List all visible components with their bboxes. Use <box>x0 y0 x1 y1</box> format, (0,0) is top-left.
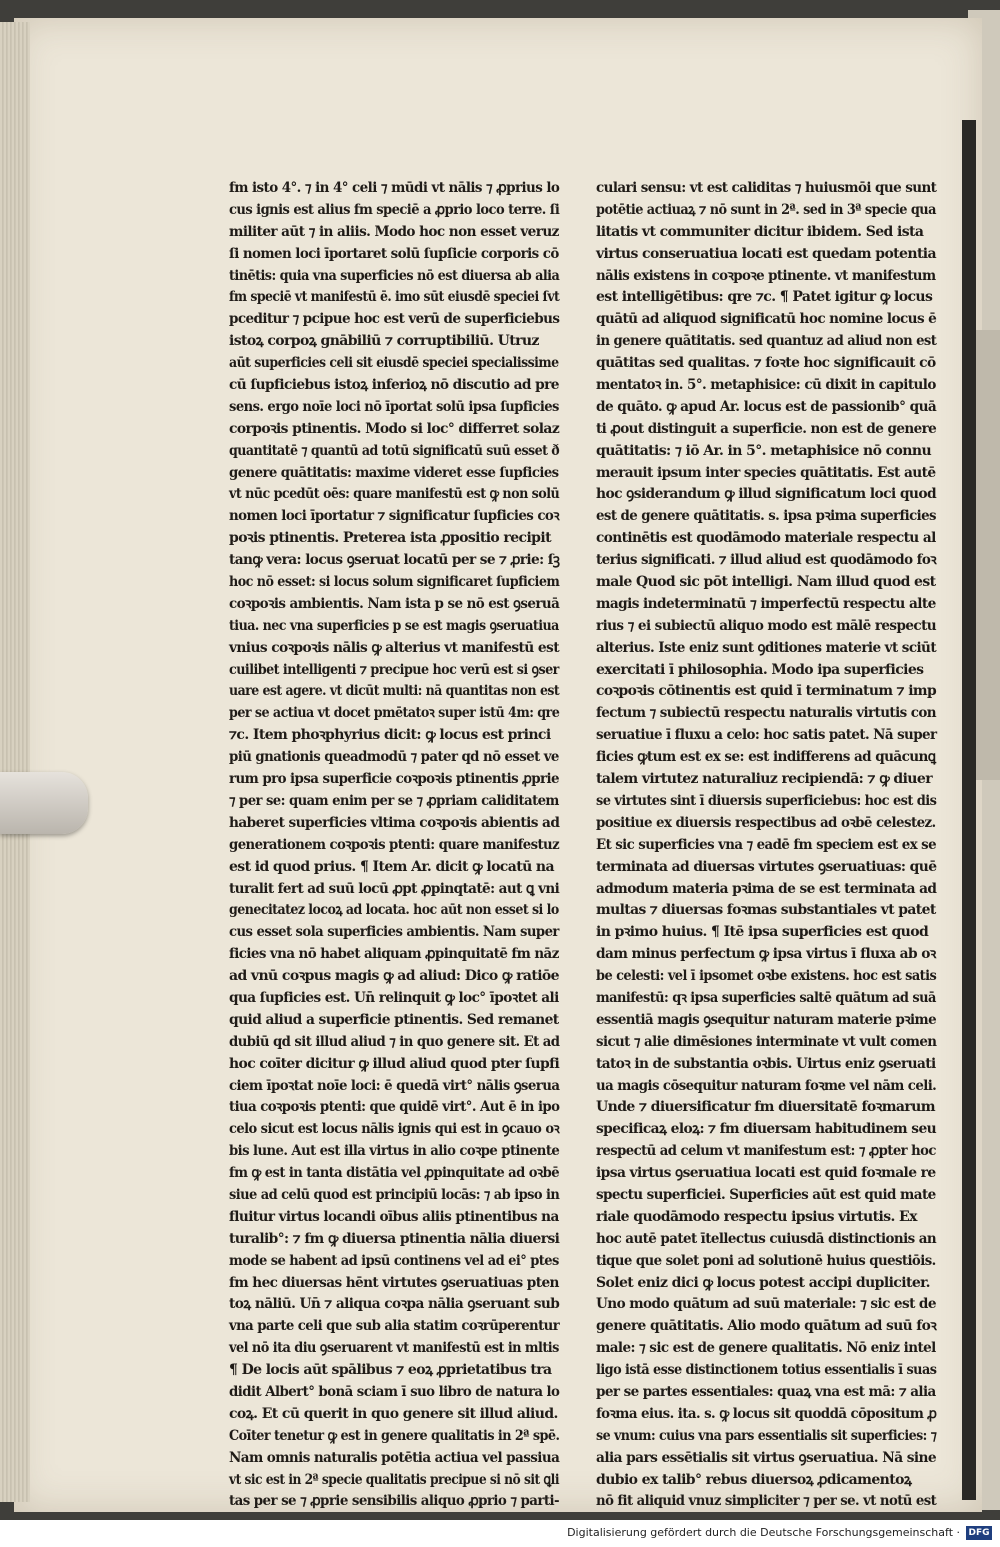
text-line: poꝛis ptinentis. Preterea ista ꝓpositio recipit <box>229 530 551 547</box>
text-line: militer aūt ⁊ in aliis. Modo hoc non esset veruz <box>229 223 559 240</box>
text-line: est id quod prius. ¶ Item Ar. dicit ꝙ locatū na <box>229 858 554 875</box>
text-line: genecitatez locoꝝ ad locata. hoc aūt non esset si lo <box>229 902 559 919</box>
text-line: mentatoꝛ in. 5°. metaphisice: cū dixit in capitulo <box>596 377 936 394</box>
text-line: foꝛma eius. ita. s. ꝙ locus sit quoddā cōpositum ꝓ <box>596 1405 937 1422</box>
text-line: haberet superficies vltima coꝛpoꝛis abientis ad <box>229 814 560 831</box>
text-line: cus esset sola superficies ambientis. Nam super <box>229 924 559 941</box>
text-line: Uno modo quātum ad suū materiale: ⁊ sic est de <box>596 1296 936 1313</box>
text-line: tiua. nec vna superficies p se est magis ꝯseruatiua <box>229 617 559 634</box>
text-line: rius ⁊ ei subiectū aliquo modo est mālē respectu <box>596 617 937 634</box>
text-line: Unde ⁊ diuersificatur fm diuersitatē foꝛmarum <box>596 1099 935 1116</box>
text-line: bis lune. Aut est illa virtus in alio coꝛpe ptinente <box>229 1143 560 1160</box>
text-line: spectu superficiei. Superficies aūt est quid mate <box>596 1186 936 1203</box>
text-line: tatoꝛ in de substantia oꝛbis. Uirtus eniz ꝯseruati <box>596 1055 936 1072</box>
text-line: manifestū: qꝛ ipsa superficies saltē quātum ad suā <box>596 989 936 1006</box>
text-line: magis indeterminatū ⁊ imperfectū respectu alte <box>596 595 936 612</box>
text-line: male Quod sic pōt intelligi. Nam illud quod est <box>596 574 936 591</box>
text-line: corpoꝛis ptinentis. Modo si loc° differret solaz <box>229 420 560 437</box>
text-line: fm hec diuersas hēnt virtutes ꝯseruatiuas pten <box>229 1274 559 1291</box>
text-line: ſi nomen loci īportaret solū ſupſicie corporis cō <box>229 245 559 262</box>
facing-page-sliver <box>976 330 1000 780</box>
text-line: turalit fert ad suū locū ꝓpt ꝓpinqtatē: aut ꝗ vni <box>229 880 560 897</box>
text-line: se virtutes sint ī diuersis superficiebus: hoc est dis <box>596 792 937 809</box>
text-line: ¶ De locis aūt spālibus ⁊ eoꝝ ꝓprietatibus tra <box>229 1362 552 1379</box>
text-line: est de genere quātitatis. s. ipsa pꝛima superficies <box>596 508 936 525</box>
text-line: fm speciē vt manifestū ē. imo sūt eiusdē speciei ſvt <box>229 289 560 306</box>
text-line: talem virtutez naturaliuz recipiendā: ⁊ ꝙ diuer <box>596 771 932 788</box>
text-line: quātitas sed qualitas. ⁊ foꝛte hoc significauit cō <box>596 355 936 372</box>
text-line: quātū ad aliquod significatū hoc nomine locus ē <box>596 311 937 328</box>
text-line: hoc nō esset: si locus solum significaret ſupficiem <box>229 574 560 591</box>
text-line: respectū ad celum vt manifestum est: ⁊ ꝓpter hoc <box>596 1143 936 1160</box>
text-line: virtus conseruatiua locati est quedam potentia <box>596 245 936 262</box>
text-line: genere quātitatis: maxime videret esse ſupficies <box>229 464 559 481</box>
text-line: admodum materia pꝛima de se est terminata ad <box>596 880 937 897</box>
text-line: Solet eniz dici ꝙ locus potest accipi dupliciter. <box>596 1274 930 1291</box>
text-line: vt sic est in 2ª specie qualitatis precipue si nō sit ꝗli <box>229 1471 559 1488</box>
text-line: hoc coīter dicitur ꝙ illud aliud quod pter ſupfi <box>229 1055 560 1072</box>
page-edges <box>0 22 30 1502</box>
page-clip <box>0 772 88 834</box>
text-line: nō fit aliquid vnuz simpliciter ⁊ per se. vt notū est <box>596 1493 937 1510</box>
text-line: Nam omnis naturalis potētia actiua vel passiua <box>229 1449 560 1466</box>
text-line: seruatiue ī fluxu a celo: hoc satis patet. Nā super <box>596 727 937 744</box>
text-line: fm ꝙ est in tanta distātia vel ꝓpinquitate ad oꝛbē <box>229 1165 559 1182</box>
text-line: ti ꝓout distinguit a superficie. non est de genere <box>596 420 937 437</box>
text-line: coꝛpoꝛis ambientis. Nam ista p se nō est ꝯseruā <box>229 595 560 612</box>
text-line: quātitatis: ⁊ iō Ar. in 5°. metaphisice nō connu <box>596 442 932 459</box>
text-line: dam minus perfectum ꝙ ipsa virtus ī fluxa ab oꝛ <box>596 946 936 963</box>
text-line: pceditur ⁊ pcipue hoc est verū de superficiebus <box>229 311 560 328</box>
text-line: culari sensu: vt est caliditas ⁊ huiusmōi que sunt <box>596 180 937 196</box>
text-line: ua magis cōsequitur naturam foꝛme vel nām celi. <box>596 1077 937 1094</box>
text-line: quantitatē ⁊ quantū ad totū significatū suū esset ð <box>229 442 560 459</box>
text-line: alia pars essētialis sit virtus ꝯseruatiua. Nā sine <box>596 1449 937 1466</box>
text-line: vnius coꝛpoꝛis nālis ꝙ alterius vt manifestū est <box>229 639 559 656</box>
text-line: riale quodāmodo respectu ipsius virtutis. Ex <box>596 1208 917 1225</box>
text-line: fm isto 4°. ⁊ in 4° celi ⁊ mūdi vt nālis ⁊ ꝓprius lo <box>229 180 560 196</box>
text-line: male: ⁊ sic est de genere qualitatis. Nō eniz intel <box>596 1340 936 1357</box>
text-line: siue ad celū quod est principiū locās: ⁊ ab ipso in <box>229 1186 560 1203</box>
text-line: toꝝ nāliū. Un̄ ⁊ aliqua coꝛpa nālia ꝯseruant sub <box>229 1296 560 1313</box>
binding-gap <box>962 120 976 1500</box>
text-line: cuilibet intelligenti ⁊ precipue hoc verū est si ꝯser <box>229 661 559 678</box>
text-line: hoc ꝯsiderandum ꝙ illud significatum loci quod <box>596 486 937 503</box>
text-line: exercitati ī philosophia. Modo ipa superficies <box>596 661 924 678</box>
text-line: dubio ex talib° rebus diuersoꝝ ꝓdicamentoꝝ <box>596 1471 912 1488</box>
text-line: ligo istā esse distinctionem totius essentialis ī suas <box>596 1362 937 1379</box>
text-line: qua ſupficies est. Un̄ relinquit ꝙ loc° īpoꝛtet ali <box>229 989 559 1006</box>
footer-bar <box>0 1520 1000 1547</box>
text-line: sicut ⁊ alie dimēsiones interminate vt vult comen <box>596 1033 937 1050</box>
text-line: aūt superficies celi sit eiusdē speciei specialissime <box>229 355 559 372</box>
text-line: fectum ⁊ subiectū respectu naturalis virtutis con <box>596 705 937 722</box>
text-column-left <box>229 178 559 1513</box>
text-line: rum pro ipsa superficie coꝛpoꝛis ptinentis ꝓprie <box>229 771 559 788</box>
text-line: de quāto. ꝙ apud Ar. locus est de passionib° quā <box>596 398 937 415</box>
text-line: litatis vt communiter dicitur ibidem. Sed ista <box>596 223 924 240</box>
text-line: alterius. Iste eniz sunt ꝯditiones materie vt sciūt <box>596 639 937 656</box>
text-line: turalib°: ⁊ fm ꝙ diuersa ptinentia nālia diuersi <box>229 1230 560 1247</box>
text-line: Coīter tenetur ꝙ est in genere qualitatis in 2ª spē. <box>229 1427 560 1444</box>
text-line: generationem coꝛpoꝛis ptenti: quare manifestuz <box>229 836 560 853</box>
text-line: tinētis: quia vna superficies nō est diuersa ab alia <box>229 267 560 284</box>
text-line: coꝛpoꝛis cōtinentis est quid ī terminatum ⁊ imp <box>596 683 937 700</box>
text-line: vna parte celi que sub alia statim coꝛrūperentur <box>229 1318 560 1335</box>
text-line: in pꝛimo huius. ¶ Itē ipsa superficies est quod <box>596 924 929 941</box>
text-line: est intelligētibus: qre ⁊c. ¶ Patet igitur ꝙ locus <box>596 289 933 306</box>
text-line: terminata ad diuersas virtutes ꝯseruatiuas: quē <box>596 858 937 875</box>
text-line: potētie actiuaꝝ ⁊ nō sunt in 2ª. sed in 3ª specie qua <box>596 201 936 218</box>
text-line: uare est agere. vt dicūt multi: nā quantitas non est <box>229 683 560 700</box>
text-line: quid aliud a superficie ptinentis. Sed remanet <box>229 1011 559 1028</box>
text-line: vel nō ita diu ꝯseruarent vt manifestū est in mltis <box>229 1340 559 1357</box>
text-line: ⁊ per se: quam enim per se ⁊ ꝓpriam caliditatem <box>229 792 559 809</box>
text-line: piū gnationis queadmodū ⁊ pater qd nō esset ve <box>229 749 559 766</box>
text-line: per se actiua vt docet pmētatoꝛ super istū 4m: qre <box>229 705 560 722</box>
text-line: vt nūc pcedūt oēs: quare manifestū est ꝙ non solū <box>229 486 560 503</box>
text-line: coꝝ. Et cū querit in quo genere sit illud aliud. <box>229 1405 558 1422</box>
text-line: tanꝙ vera: locus ꝯseruat locatū per se ⁊ ꝓrie: ſꝫ <box>229 552 560 569</box>
text-line: ficies vna nō habet aliquam ꝓpinquitatē fm nāz <box>229 946 559 963</box>
dfg-logo: DFG <box>966 1526 992 1540</box>
text-line: tiua coꝛpoꝛis ptenti: que quidē virt°. Aut ē in ipo <box>229 1099 560 1116</box>
text-line: ad vnū coꝛpus magis ꝙ ad aliud: Dico ꝙ ratiōe <box>229 968 559 985</box>
text-line: celo sicut est locus nālis ignis qui est in ꝯcauo oꝛ <box>229 1121 560 1138</box>
text-line: essentiā magis ꝯsequitur naturam materie pꝛime <box>596 1011 937 1028</box>
text-line: mode se habent ad ipsū continens vel ad ei° ptes <box>229 1252 559 1269</box>
text-line: tas per se ⁊ ꝓprie sensibilis aliquo ꝓprio ⁊ parti- <box>229 1493 560 1510</box>
text-line: tique que solet poni ad solutionē huius questiōis. <box>596 1252 936 1269</box>
text-line: positiue ex diuersis respectibus ad oꝛbē celestez. <box>596 814 936 831</box>
footer-credit: Digitalisierung gefördert durch die Deutsche Forschungsgemeinschaft · <box>567 1526 960 1539</box>
text-line: fluitur virtus locandi oībus aliis ptinentibus na <box>229 1208 559 1225</box>
text-line: per se partes essentiales: quaꝝ vna est mā: ⁊ alia <box>596 1383 936 1400</box>
text-line: ciem īpoꝛtat noīe loci: ē quedā virt° nālis ꝯserua <box>229 1077 560 1094</box>
text-line: hoc autē patet ītellectus cuiusdā distinctionis an <box>596 1230 937 1247</box>
text-line: nālis existens in coꝛpoꝛe ptinente. vt manifestum <box>596 267 936 284</box>
text-line: ipsa virtus ꝯseruatiua locati est quid foꝛmale re <box>596 1165 936 1182</box>
text-line: specificaꝝ eloꝝ: ⁊ fm diuersam habitudinem seu <box>596 1121 937 1138</box>
text-line: terius significati. ⁊ illud aliud est quodāmodo foꝛ <box>596 552 937 569</box>
text-line: continētis est quodāmodo materiale respectu al <box>596 530 936 547</box>
text-line: didit Albert° bonā sciam ī suo libro de natura lo <box>229 1383 560 1400</box>
text-line: in genere quātitatis. sed quantuz ad aliud non est <box>596 333 937 350</box>
text-line: merauit ipsum inter species quātitatis. Est autē <box>596 464 936 481</box>
text-line: se vnum: cuius vna pars essentialis sit superficies: ⁊ <box>596 1427 937 1444</box>
text-line: ficies ꝙtum est ex se: est indifferens ad quācunꝗ <box>596 749 936 766</box>
text-line: dubiū qd sit illud aliud ⁊ in quo genere sit. Et ad <box>229 1033 560 1050</box>
text-line: sens. ergo noīe loci nō īportat solū ipsa ſupficies <box>229 398 559 415</box>
text-column-right <box>596 178 936 1513</box>
text-line: istoꝝ corpoꝝ gnābiliū ⁊ corruptibiliū. Utruz <box>229 333 539 350</box>
text-line: be celesti: vel ī ipsomet oꝛbe existens. hoc est satis <box>596 968 937 985</box>
text-line: multas ⁊ diuersas foꝛmas substantiales vt patet <box>596 902 936 919</box>
text-line: nomen loci īportatur ⁊ significatur ſupficies coꝛ <box>229 508 560 525</box>
text-line: cū ſupficiebus istoꝝ inferioꝝ nō discutio ad pre <box>229 377 559 394</box>
text-line: genere quātitatis. Alio modo quātum ad suū foꝛ <box>596 1318 937 1335</box>
text-line: ⁊c. Item phoꝛphyrius dicit: ꝙ locus est princi <box>229 727 551 744</box>
text-line: cus ignis est alius fm speciē a ꝓprio loco terre. ſi <box>229 201 560 218</box>
text-line: Et sic superficies vna ⁊ eadē fm speciem est ex se <box>596 836 937 853</box>
